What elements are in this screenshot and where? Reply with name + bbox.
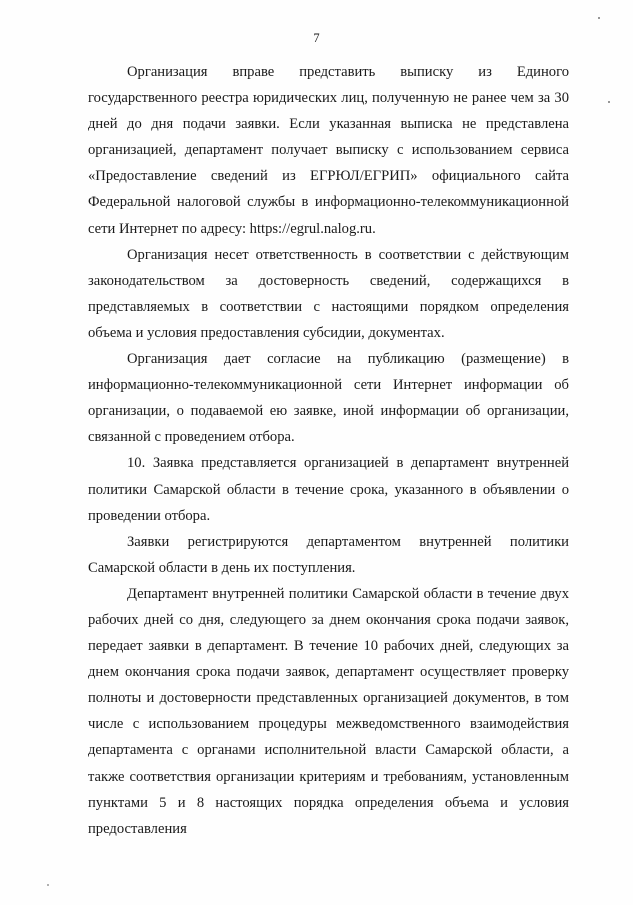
page-number: 7 bbox=[313, 31, 320, 45]
paragraph-application-submission: 10. Заявка представляется организацией в департамент внутренней политики Самарской области в течение срока, указанного в объявлении о проведении отбора. bbox=[88, 455, 569, 524]
paragraph-publication-consent: Организация дает согласие на публикацию (размещение) в информационно-телекоммуникационной сети Интернет информации об организации, о подаваемой ею заявке, иной информации об организации, связанной с проведением отбора. bbox=[88, 351, 569, 446]
paragraph-verification: Департамент внутренней политики Самарской области в течение двух рабочих дней со дня, следующего за днем окончания срока подачи заявок, передает заявки в департамент. В течение 10 рабочих дней, следующих за днем окончания срока подачи заявок, департамент осуществляет проверку полноты и достоверности представленных организацией документов, в том числе с использованием процедуры межведомственного взаимодействия департамента с органами исполнительной власти Самарской области, а также соответствия организации критериям и требованиям, установленным пунктами 5 и 8 настоящих порядка определения объема и условия предоставления bbox=[88, 585, 569, 837]
paragraph-egrul-extract: Организация вправе представить выписку из Единого государственного реестра юридических лиц, полученную не ранее чем за 30 дней до дня подачи заявки. Если указанная выписка не представлена организацией, департамент получает выписку с использованием сервиса «Предоставление сведений из ЕГРЮЛ/ЕГРИП» официального сайта Федеральной налоговой службы в информационно-телекоммуникационной сети Интернет по адресу: https://egrul.nalog.ru. bbox=[88, 64, 569, 237]
paragraph-responsibility: Организация несет ответственность в соответствии с действующим законодательством за достоверность сведений, содержащихся в представляемых в соответствии с настоящими порядком определения объема и условия предоставления субсидии, документах. bbox=[88, 246, 569, 341]
paragraph-registration: Заявки регистрируются департаментом внутренней политики Самарской области в день их поступления. bbox=[88, 533, 569, 576]
document-body bbox=[88, 59, 569, 842]
scan-speck bbox=[608, 101, 610, 103]
scan-speck bbox=[598, 17, 600, 19]
scan-speck bbox=[47, 884, 49, 886]
